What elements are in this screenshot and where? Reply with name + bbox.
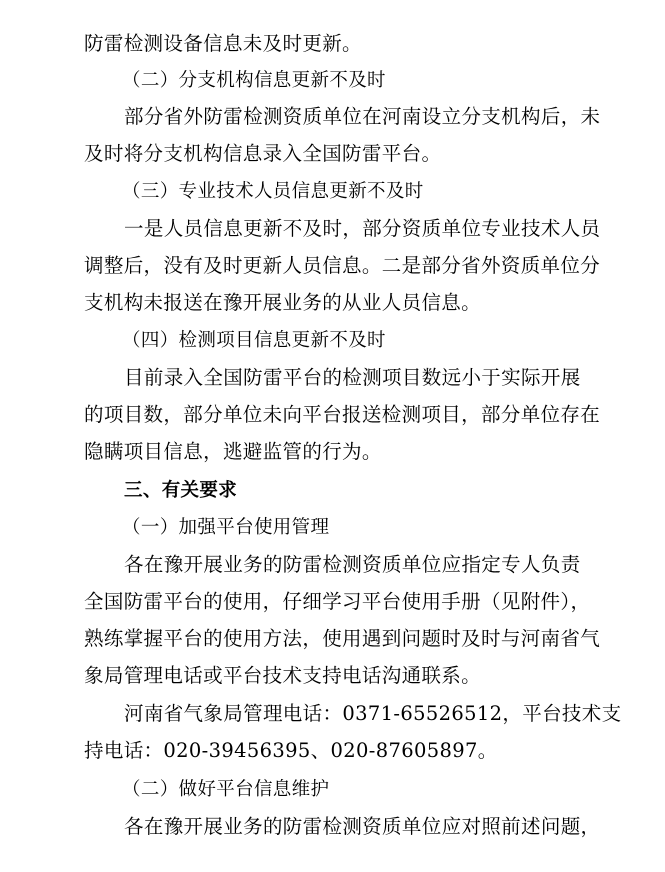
paragraph-line: 调整后，没有及时更新人员信息。二是部分省外资质单位分 bbox=[84, 254, 601, 277]
paragraph-line: 目前录入全国防雷平台的检测项目数远小于实际开展 bbox=[124, 366, 581, 389]
section-heading: （二）做好平台信息维护 bbox=[122, 779, 330, 800]
paragraph-line: 各在豫开展业务的防雷检测资质单位应对照前述问题， bbox=[124, 815, 601, 838]
paragraph-line: 防雷检测设备信息未及时更新。 bbox=[84, 32, 362, 55]
paragraph-line: 全国防雷平台的使用，仔细学习平台使用手册（见附件）， bbox=[84, 590, 591, 613]
paragraph-line: 支机构未报送在豫开展业务的从业人员信息。 bbox=[84, 291, 482, 314]
paragraph-line: 熟练掌握平台的使用方法，使用遇到问题时及时与河南省气 bbox=[84, 627, 601, 650]
section-heading: （二）分支机构信息更新不及时 bbox=[122, 70, 386, 91]
chapter-heading: 三、有关要求 bbox=[124, 480, 238, 501]
paragraph-line: 一是人员信息更新不及时，部分资质单位专业技术人员 bbox=[124, 217, 601, 240]
paragraph-line: 及时将分支机构信息录入全国防雷平台。 bbox=[84, 142, 442, 165]
paragraph-line: 隐瞒项目信息，逃避监管的行为。 bbox=[84, 440, 382, 463]
paragraph-line: 的项目数，部分单位未向平台报送检测项目，部分单位存在 bbox=[84, 403, 601, 426]
paragraph-line: 部分省外防雷检测资质单位在河南设立分支机构后，未 bbox=[124, 105, 601, 128]
section-heading: （三）专业技术人员信息更新不及时 bbox=[122, 181, 424, 202]
paragraph-line: 象局管理电话或平台技术支持电话沟通联系。 bbox=[84, 664, 482, 687]
section-heading: （四）检测项目信息更新不及时 bbox=[122, 330, 386, 351]
paragraph-line: 各在豫开展业务的防雷检测资质单位应指定专人负责 bbox=[124, 553, 581, 576]
section-heading: （一）加强平台使用管理 bbox=[122, 517, 330, 538]
paragraph-line: 河南省气象局管理电话：0371-65526512，平台技术支 bbox=[124, 702, 622, 725]
paragraph-line: 持电话：020-39456395、020-87605897。 bbox=[84, 739, 498, 762]
